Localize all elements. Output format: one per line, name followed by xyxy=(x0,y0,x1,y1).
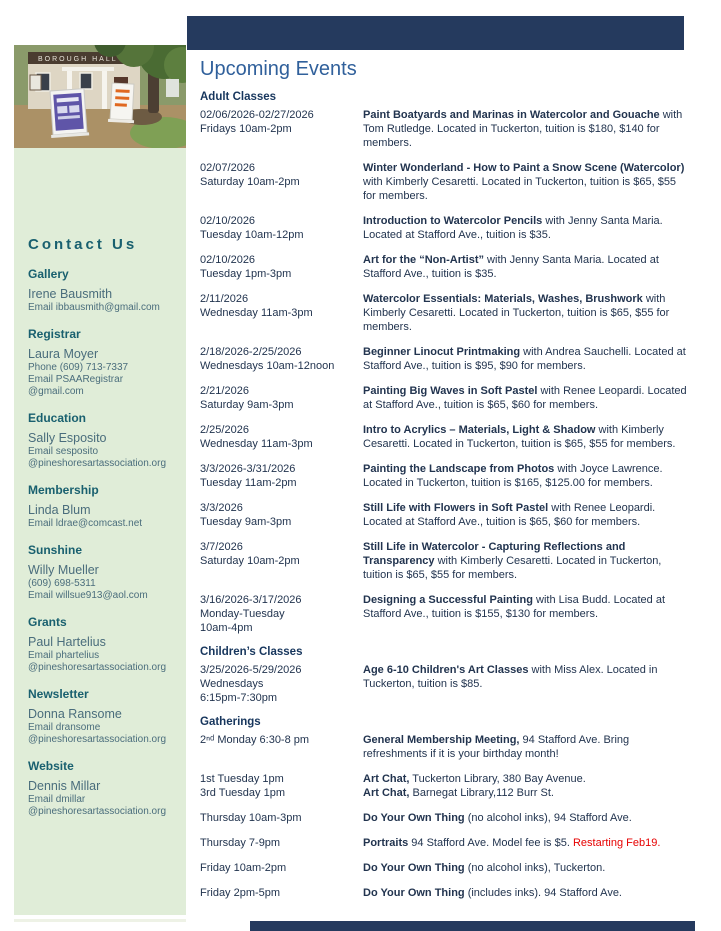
event-row xyxy=(200,861,690,875)
contact-us-heading: Contact Us xyxy=(28,236,138,253)
event-title: General Membership Meeting, xyxy=(363,734,520,746)
event-row xyxy=(200,214,690,242)
contact-detail: Email dransome xyxy=(28,722,101,733)
event-desc xyxy=(363,772,690,800)
event-title: Still Life with Flowers in Soft Pastel xyxy=(363,502,549,514)
event-row xyxy=(200,663,690,705)
event-when xyxy=(200,886,363,900)
event-when xyxy=(200,811,363,825)
event-when xyxy=(200,384,363,412)
event-row xyxy=(200,253,690,281)
contact-detail: Email PSAARegistrar @gmail.com xyxy=(28,374,124,397)
event-text: with Joyce Lawrence. Located in Tuckerton, tuition is $165, $125.00 for members. xyxy=(363,463,663,489)
event-when xyxy=(200,861,363,875)
top-banner-bar xyxy=(187,16,684,50)
event-when xyxy=(200,733,363,761)
event-title: Designing a Successful Painting xyxy=(363,594,533,606)
building-sign-text: BOROUGH HALL xyxy=(38,56,118,63)
event-desc xyxy=(363,108,690,150)
event-when-line: 02/10/2026 xyxy=(200,215,256,227)
sidebar-bottom-edge xyxy=(14,919,186,922)
event-when-line: Wednesdays 10am-12noon xyxy=(200,360,335,372)
event-title: Still Life in Watercolor - Capturing Reflections and Transparency xyxy=(363,541,626,567)
contact-group xyxy=(28,327,176,398)
photo-illustration xyxy=(14,45,186,148)
event-row xyxy=(200,593,690,635)
contact-group xyxy=(28,687,176,746)
contact-detail: Email phartelius xyxy=(28,650,100,661)
event-row xyxy=(200,886,690,900)
contact-role: Grants xyxy=(28,615,67,629)
event-when-line: 3/25/2026-5/29/2026 xyxy=(200,664,302,676)
event-when-line: Tuesday 11am-2pm xyxy=(200,477,297,489)
event-when-line: 1st Tuesday 1pm xyxy=(200,773,284,785)
event-when-line: 3/3/2026 xyxy=(200,502,243,514)
event-when xyxy=(200,501,363,529)
contact-name: Irene Bausmith xyxy=(28,287,113,301)
event-title: Art Chat, xyxy=(363,787,410,799)
event-alert-text: Restarting Feb19. xyxy=(572,837,661,849)
event-text: with Kimberly Cesaretti. Located in Tuckerton, tuition is $65, $55 for members. xyxy=(363,176,677,202)
event-text: with Miss Alex. Located in Tuckerton, tuition is $85. xyxy=(363,664,658,690)
event-desc xyxy=(363,462,690,490)
contact-name: Dennis Millar xyxy=(28,779,101,793)
event-when xyxy=(200,214,363,242)
contact-group xyxy=(28,267,176,314)
event-title: Do Your Own Thing xyxy=(363,862,465,874)
event-title: Beginner Linocut Printmaking xyxy=(363,346,521,358)
event-text: (no alcohol inks), 94 Stafford Ave. xyxy=(464,812,632,824)
event-row xyxy=(200,811,690,825)
contact-detail: @pineshoresartassociation.org xyxy=(28,458,167,469)
event-title: Art Chat, xyxy=(363,773,410,785)
event-when xyxy=(200,423,363,451)
contact-name: Sally Esposito xyxy=(28,431,107,445)
event-desc xyxy=(363,253,690,281)
event-desc xyxy=(363,540,690,582)
contact-detail: (609) 698-5311 xyxy=(28,578,96,589)
event-title: Do Your Own Thing xyxy=(363,887,465,899)
event-when-line: 02/10/2026 xyxy=(200,254,256,266)
event-desc xyxy=(363,836,690,850)
contact-group xyxy=(28,759,176,818)
event-text: 94 Stafford Ave. Model fee is $5. xyxy=(408,837,573,849)
event-row xyxy=(200,540,690,582)
event-title: Portraits xyxy=(363,837,409,849)
event-desc xyxy=(363,733,690,761)
event-when-line: Thursday 10am-3pm xyxy=(200,812,302,824)
event-desc xyxy=(363,345,690,373)
event-when-line: Wednesdays xyxy=(200,678,264,690)
event-when-line: Tuesday 9am-3pm xyxy=(200,516,292,528)
event-row xyxy=(200,292,690,334)
event-desc xyxy=(363,811,690,825)
contact-list xyxy=(28,267,176,818)
event-when xyxy=(200,593,363,635)
event-when-line: 3/3/2026-3/31/2026 xyxy=(200,463,296,475)
contact-detail: Phone (609) 713-7337 xyxy=(28,362,129,373)
event-text: with Renee Leopardi. Located at Stafford Ave., tuition is $65, $60 for members. xyxy=(363,385,687,411)
event-text: with Renee Leopardi. Located at Stafford Ave., tuition is $65, $60 for members. xyxy=(363,502,656,528)
event-text: with Lisa Budd. Located at Stafford Ave., tuition is $155, $130 for members. xyxy=(363,594,666,620)
event-when-line: 02/06/2026-02/27/2026 xyxy=(200,109,314,121)
event-text: Tuckerton Library, 380 Bay Avenue. xyxy=(409,773,586,785)
event-when-line: Fridays 10am-2pm xyxy=(200,123,292,135)
contact-role: Newsletter xyxy=(28,687,89,701)
contact-role: Membership xyxy=(28,483,99,497)
contact-group xyxy=(28,483,176,530)
contact-detail: @pineshoresartassociation.org xyxy=(28,734,167,745)
section-heading: Children’s Classes xyxy=(200,646,303,658)
contact-detail: Email willsue913@aol.com xyxy=(28,590,148,601)
event-when-line: Wednesday 11am-3pm xyxy=(200,307,313,319)
event-desc xyxy=(363,292,690,334)
event-text: with Kimberly Cesaretti. Located in Tuckerton, tuition is $65, $55 for members. xyxy=(363,293,670,333)
event-when-line: Friday 10am-2pm xyxy=(200,862,287,874)
event-row xyxy=(200,501,690,529)
event-when xyxy=(200,462,363,490)
event-when-line: 2ⁿᵈ Monday 6:30-8 pm xyxy=(200,734,310,746)
event-desc xyxy=(363,663,690,705)
event-desc xyxy=(363,886,690,900)
bottom-banner-bar xyxy=(250,921,695,931)
event-desc xyxy=(363,501,690,529)
section-heading: Adult Classes xyxy=(200,91,277,103)
event-title: Art for the “Non-Artist” xyxy=(363,254,484,266)
event-when-line: Saturday 9am-3pm xyxy=(200,399,294,411)
event-row xyxy=(200,836,690,850)
event-row xyxy=(200,772,690,800)
event-text: with Kimberly Cesaretti. Located in Tuckerton, tuition is $65, $55 for members. xyxy=(363,555,662,581)
event-title: Painting the Landscape from Photos xyxy=(363,463,555,475)
event-text: (no alcohol inks), Tuckerton. xyxy=(464,862,606,874)
contact-detail: Email ibbausmith@gmail.com xyxy=(28,302,160,313)
page-title: Upcoming Events xyxy=(200,58,357,80)
event-title: Painting Big Waves in Soft Pastel xyxy=(363,385,538,397)
event-desc xyxy=(363,861,690,875)
event-when-line: Tuesday 10am-12pm xyxy=(200,229,304,241)
event-text: (includes inks). 94 Stafford Ave. xyxy=(464,887,622,899)
event-when xyxy=(200,772,363,800)
event-text: with Tom Rutledge. Located in Tuckerton, tuition is $180, $140 for members. xyxy=(363,109,683,149)
event-desc xyxy=(363,593,690,635)
event-when-line: 6:15pm-7:30pm xyxy=(200,692,278,704)
event-text: with Kimberly Cesaretti. Located in Tuckerton, tuition is $65, $55 for members. xyxy=(363,424,676,450)
contact-name: Laura Moyer xyxy=(28,347,99,361)
event-row xyxy=(200,108,690,150)
events-main xyxy=(200,58,690,911)
event-text: with Andrea Sauchelli. Located at Stafford Ave., tuition is $95, $90 for members. xyxy=(363,346,686,372)
event-row xyxy=(200,161,690,203)
event-title: Age 6-10 Children's Art Classes xyxy=(363,664,529,676)
contact-role: Gallery xyxy=(28,267,69,281)
event-when-line: 2/18/2026-2/25/2026 xyxy=(200,346,302,358)
event-when xyxy=(200,663,363,705)
event-when xyxy=(200,108,363,150)
event-when xyxy=(200,540,363,582)
contact-detail: @pineshoresartassociation.org xyxy=(28,662,167,673)
contact-sidebar xyxy=(14,148,186,915)
event-row xyxy=(200,384,690,412)
event-when-line: Tuesday 1pm-3pm xyxy=(200,268,292,280)
event-row xyxy=(200,345,690,373)
event-desc xyxy=(363,214,690,242)
contact-detail: @pineshoresartassociation.org xyxy=(28,806,167,817)
contact-role: Registrar xyxy=(28,327,81,341)
contact-name: Paul Hartelius xyxy=(28,635,106,649)
contact-detail: Email dmillar xyxy=(28,794,86,805)
contact-role: Website xyxy=(28,759,74,773)
event-when-line: 3rd Tuesday 1pm xyxy=(200,787,285,799)
gallery-building-photo xyxy=(14,45,186,148)
event-text: with Jenny Santa Maria. Located at Stafford Ave., tuition is $35. xyxy=(363,254,659,280)
event-sections xyxy=(200,91,690,900)
event-when xyxy=(200,292,363,334)
event-when-line: 2/11/2026 xyxy=(200,293,249,305)
event-when-line: Thursday 7-9pm xyxy=(200,837,281,849)
event-title: Do Your Own Thing xyxy=(363,812,465,824)
event-title: Introduction to Watercolor Pencils xyxy=(363,215,543,227)
event-title: Intro to Acrylics – Materials, Light & Shadow xyxy=(363,424,596,436)
event-when-line: Saturday 10am-2pm xyxy=(200,555,300,567)
event-text: with Jenny Santa Maria. Located at Stafford Ave., tuition is $35. xyxy=(363,215,663,241)
event-when-line: Wednesday 11am-3pm xyxy=(200,438,313,450)
contact-name: Willy Mueller xyxy=(28,563,99,577)
event-when xyxy=(200,836,363,850)
event-when-line: 3/16/2026-3/17/2026 xyxy=(200,594,302,606)
contact-group xyxy=(28,543,176,602)
event-row xyxy=(200,462,690,490)
contact-detail: Email sesposito xyxy=(28,446,99,457)
contact-group xyxy=(28,411,176,470)
event-when-line: 2/21/2026 xyxy=(200,385,249,397)
event-when xyxy=(200,253,363,281)
contact-detail: Email ldrae@comcast.net xyxy=(28,518,143,529)
event-when-line: Saturday 10am-2pm xyxy=(200,176,300,188)
event-when xyxy=(200,345,363,373)
contact-name: Linda Blum xyxy=(28,503,91,517)
event-when-line: Monday-Tuesday xyxy=(200,608,285,620)
event-when-line: Friday 2pm-5pm xyxy=(200,887,281,899)
event-when xyxy=(200,161,363,203)
contact-name: Donna Ransome xyxy=(28,707,122,721)
event-when-line: 2/25/2026 xyxy=(200,424,249,436)
event-title: Watercolor Essentials: Materials, Washes, Brushwork xyxy=(363,293,643,305)
event-desc xyxy=(363,384,690,412)
event-when-line: 02/07/2026 xyxy=(200,162,256,174)
event-desc xyxy=(363,423,690,451)
event-desc xyxy=(363,161,690,203)
contact-role: Sunshine xyxy=(28,543,83,557)
contact-role: Education xyxy=(28,411,87,425)
contact-group xyxy=(28,615,176,674)
event-when-line: 3/7/2026 xyxy=(200,541,243,553)
event-row xyxy=(200,733,690,761)
event-when-line: 10am-4pm xyxy=(200,622,253,634)
section-heading: Gatherings xyxy=(200,716,261,728)
event-title: Winter Wonderland - How to Paint a Snow Scene (Watercolor) xyxy=(363,162,685,174)
event-row xyxy=(200,423,690,451)
event-text: Barnegat Library,112 Burr St. xyxy=(409,787,554,799)
event-title: Paint Boatyards and Marinas in Watercolor and Gouache xyxy=(363,109,660,121)
event-text: 94 Stafford Ave. Bring refreshments if it is your birthday month! xyxy=(363,734,630,760)
